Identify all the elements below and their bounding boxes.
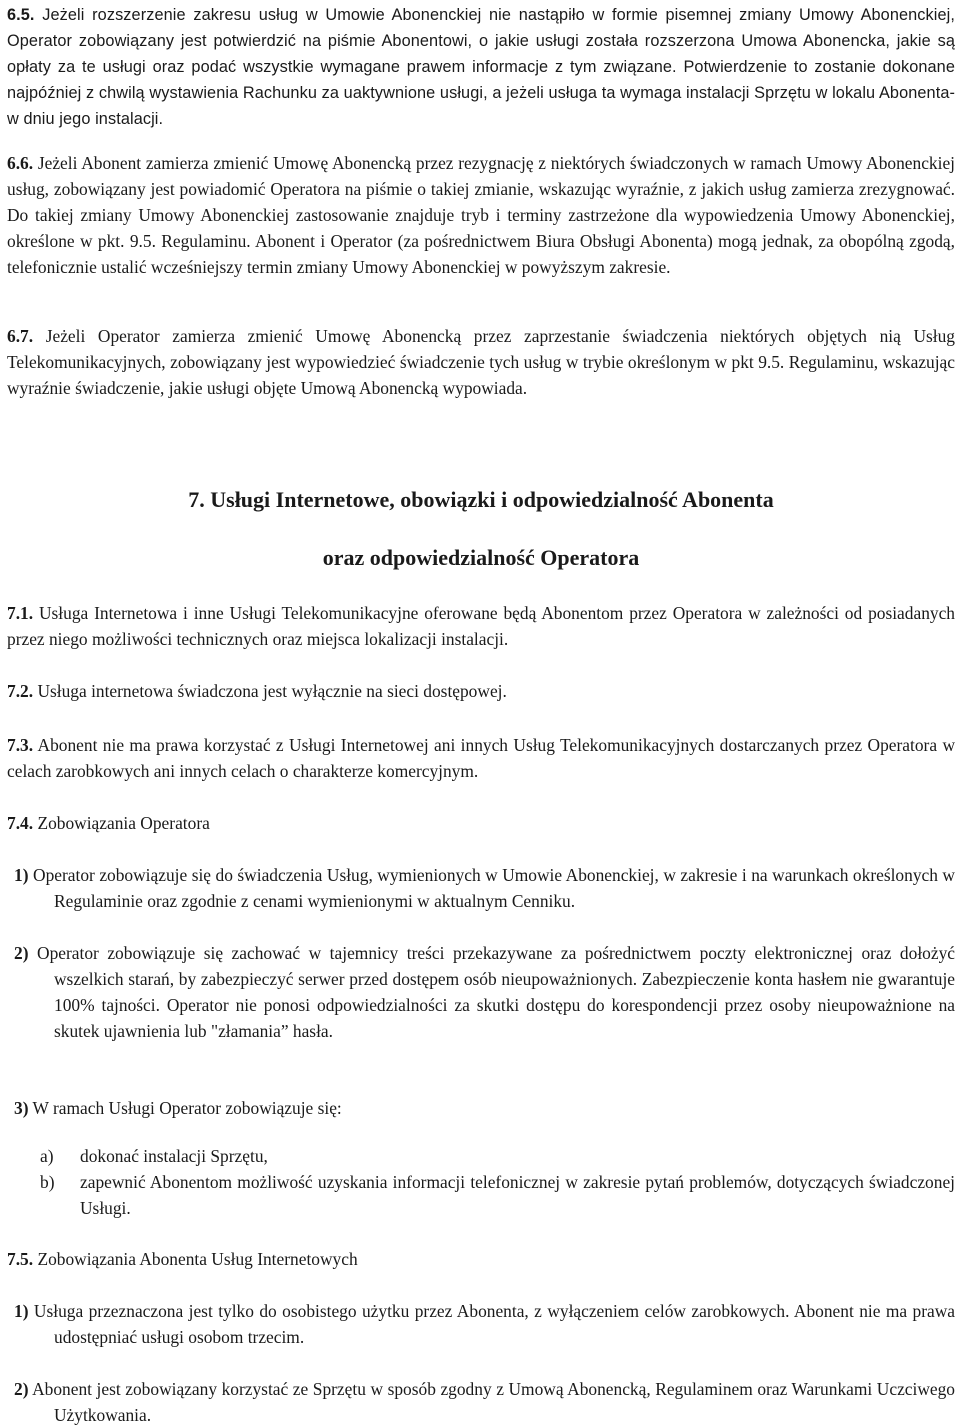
list-item-number: 1) bbox=[14, 865, 29, 885]
paragraph-number: 7.5. bbox=[7, 1249, 34, 1269]
paragraph-text: Jeżeli Operator zamierza zmienić Umowę Abonencką przez zaprzestanie świadczenia niektórych objętych nią Usług Telekomunikacyjnych, zobowiązany jest wypowiedzieć świadczenie tych usług w trybie określonym w pkt 9.5. Regulaminu, wskazując wyraźnie świadczenie, jakie usługi objęte Umową Abonencką wypowiada. bbox=[7, 326, 955, 398]
paragraph-number: 6.7. bbox=[7, 326, 34, 346]
paragraph-number: 6.6. bbox=[7, 153, 34, 173]
list-item-text: Abonent jest zobowiązany korzystać ze Sprzętu w sposób zgodny z Umową Abonencką, Regulaminem oraz Warunkami Uczciwego Użytkowania. bbox=[32, 1379, 956, 1425]
list-item bbox=[14, 1376, 955, 1428]
paragraph-text: Jeżeli Abonent zamierza zmienić Umowę Abonencką przez rezygnację z niektórych świadczonych w ramach Umowy Abonenckiej usług, zobowiązany jest powiadomić Operatora na piśmie o takiej zmianie, wskazując wyraźnie, z jakich usług zamierza zrezygnować. Do takiej zmiany Umowy Abonenckiej zastosowanie znajduje tryb i terminy zastrzeżone dla wypowiedzenia Umowy Abonenckiej, określone w pkt. 9.5. Regulaminu. Abonent i Operator (za pośrednictwem Biura Obsługi Abonenta) mogą jednak, za obopólną zgodą, telefonicznie ustalić wcześniejszy termin zmiany Umowy Abonenckiej w powyższym zakresie. bbox=[7, 153, 955, 277]
list-item-number: 3) bbox=[14, 1098, 29, 1118]
paragraph-text: Zobowiązania Operatora bbox=[37, 813, 210, 833]
list-item-number: 1) bbox=[14, 1301, 29, 1321]
paragraph-number: 7.2. bbox=[7, 681, 34, 701]
paragraph-number: 7.4. bbox=[7, 813, 34, 833]
sub-list-item bbox=[40, 1169, 955, 1221]
sub-list-item-letter: a) bbox=[40, 1146, 54, 1166]
paragraph-text: Abonent nie ma prawa korzystać z Usługi Internetowej ani innych Usług Telekomunikacyjnych dostarczanych przez Operatora w celach zarobkowych ani innych celach o charakterze komercyjnym. bbox=[7, 735, 955, 781]
paragraph-text: Usługa Internetowa i inne Usługi Telekomunikacyjne oferowane będą Abonentom przez Operatora w zależności od posiadanych przez niego możliwości technicznych oraz miejsca lokalizacji instalacji. bbox=[7, 603, 955, 649]
list-item-text: W ramach Usługi Operator zobowiązuje się: bbox=[32, 1098, 342, 1118]
paragraph-7-2 bbox=[7, 678, 955, 704]
list-item-number: 2) bbox=[14, 943, 29, 963]
paragraph-text: Zobowiązania Abonenta Usług Internetowych bbox=[37, 1249, 358, 1269]
list-item-text: Operator zobowiązuje się do świadczenia Usług, wymienionych w Umowie Abonenckiej, w zakresie i na warunkach określonych w Regulaminie oraz zgodnie z cenami wymienionymi w aktualnym Cenniku. bbox=[33, 865, 955, 911]
list-item bbox=[14, 1298, 955, 1350]
list-item-text: Usługa przeznaczona jest tylko do osobistego użytku przez Abonenta, z wyłączeniem celów zarobkowych. Abonent nie ma prawa udostępniać usługi osobom trzecim. bbox=[33, 1301, 955, 1347]
sub-list-item-text: dokonać instalacji Sprzętu, bbox=[80, 1146, 268, 1166]
paragraph-number: 7.1. bbox=[7, 603, 34, 623]
paragraph-number: 7.3. bbox=[7, 735, 34, 755]
list-item-text: Operator zobowiązuje się zachować w tajemnicy treści przekazywane za pośrednictwem poczty elektronicznej oraz dołożyć wszelkich starań, by zabezpieczyć serwer przed dostępem osób nieupoważnionych. Zabezpieczenie konta hasłem nie gwarantuje 100% tajności. Operator nie ponosi odpowiedzialności za skutki dostępu do korespondencji przez osoby nieupoważnione na skutek ujawnienia lub "złamania” hasła. bbox=[37, 943, 955, 1041]
paragraph-text: Usługa internetowa świadczona jest wyłącznie na sieci dostępowej. bbox=[37, 681, 507, 701]
sub-list-item bbox=[40, 1143, 955, 1169]
paragraph-7-5 bbox=[7, 1246, 955, 1272]
list-item-number: 2) bbox=[14, 1379, 29, 1399]
list-item bbox=[14, 1095, 955, 1121]
section-7-heading: 7. Usługi Internetowe, obowiązki i odpowiedzialność Abonenta bbox=[188, 487, 774, 512]
paragraph-text: Jeżeli rozszerzenie zakresu usług w Umowie Abonenckiej nie nastąpiło w formie pisemnej zmiany Umowy Abonenckiej, Operator zobowiązany jest potwierdzić na piśmie Abonentowi, o jakie usługi została rozszerzona Umowa Abonencka, jakie są opłaty za te usługi oraz podać wszystkie wymagane prawem informacje z tym związane. Potwierdzenie to zostanie dokonane najpóźniej z chwilą wystawienia Rachunku za uaktywnione usługi, a jeżeli usługa ta wymaga instalacji Sprzętu w lokalu Abonenta- w dniu jego instalacji. bbox=[7, 6, 955, 128]
paragraph-6-7 bbox=[7, 323, 955, 401]
sub-list-item-text: zapewnić Abonentom możliwość uzyskania informacji telefonicznej w zakresie pytań problemów, dotyczących świadczonej Usługi. bbox=[80, 1172, 955, 1218]
list-item bbox=[14, 862, 955, 914]
section-7-heading-continued: oraz odpowiedzialność Operatora bbox=[322, 545, 640, 570]
paragraph-7-3 bbox=[7, 732, 955, 784]
sub-list bbox=[40, 1143, 955, 1221]
paragraph-7-1 bbox=[7, 600, 955, 652]
list-item bbox=[14, 940, 955, 1044]
paragraph-7-4 bbox=[7, 810, 955, 836]
paragraph-number: 6.5. bbox=[7, 6, 35, 24]
paragraph-6-6 bbox=[7, 150, 955, 280]
sub-list-item-letter: b) bbox=[40, 1172, 55, 1192]
paragraph-6-5 bbox=[7, 2, 955, 132]
